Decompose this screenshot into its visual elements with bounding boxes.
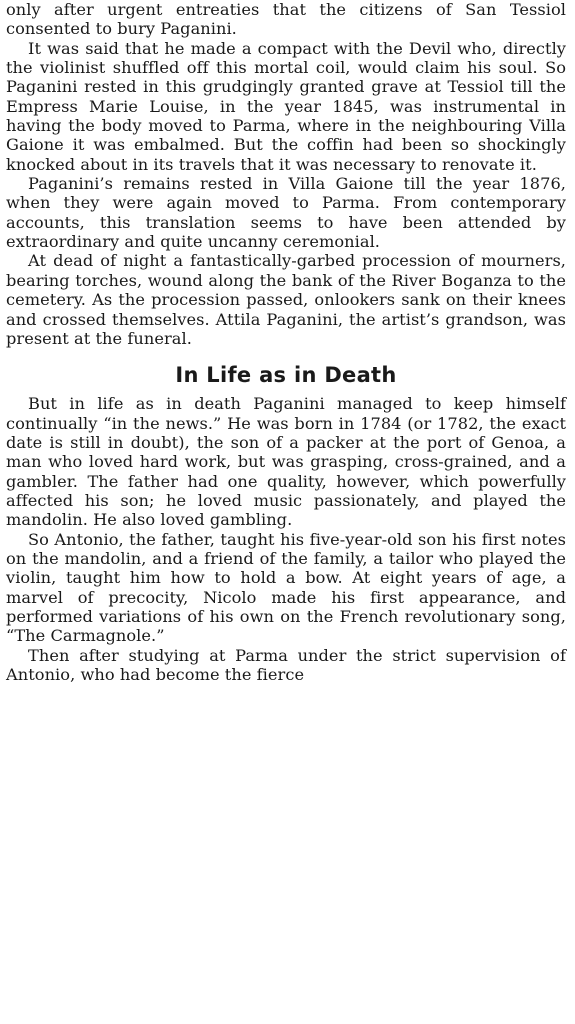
document-page bbox=[6, 0, 566, 684]
section-heading: In Life as in Death bbox=[175, 363, 397, 388]
paragraph-4: At dead of night a fantastically-garbed procession of mourners, bearing torches, wound along the bank of the River Boganza to the cemetery. As the procession passed, onlookers sank on their knees and crossed themselves. Attila Paganini, the artist’s grandson, was present at the funeral. bbox=[6, 251, 566, 348]
paragraph-5: But in life as in death Paganini managed to keep himself continually “in the news.” He was born in 1784 (or 1782, the exact date is still in doubt), the son of a packer at the port of Genoa, a man who loved hard work, but was grasping, cross-grained, and a gambler. The father had one quality, however, which powerfully affected his son; he loved music passionately, and played the mandolin. He also loved gambling. bbox=[6, 394, 566, 530]
paragraph-1: only after urgent entreaties that the citizens of San Tessiol consented to bury Paganini. bbox=[6, 0, 566, 39]
paragraph-7: Then after studying at Parma under the strict supervision of Antonio, who had become the fierce bbox=[6, 645, 566, 684]
paragraph-3: Paganini’s remains rested in Villa Gaione till the year 1876, when they were again moved to Parma. From contemporary accounts, this translation seems to have been attended by extraordinary and quite uncanny ceremonial. bbox=[6, 174, 566, 252]
paragraph-6: So Antonio, the father, taught his five-year-old son his first notes on the mandolin, and a friend of the family, a tailor who played the violin, taught him how to hold a bow. At eight years of age, a marvel of precocity, Nicolo made his first appearance, and performed variations of his own on the French revolutionary song, “The Carmagnole.” bbox=[6, 529, 566, 646]
paragraph-2: It was said that he made a compact with the Devil who, directly the violinist shuffled off this mortal coil, would claim his soul. So Paganini rested in this grudgingly granted grave at Tessiol till the Empress Marie Louise, in the year 1845, was instrumental in having the body moved to Parma, where in the neighbouring Villa Gaione it was embalmed. But the coffin had been so shockingly knocked about in its travels that it was necessary to renovate it. bbox=[6, 38, 566, 174]
